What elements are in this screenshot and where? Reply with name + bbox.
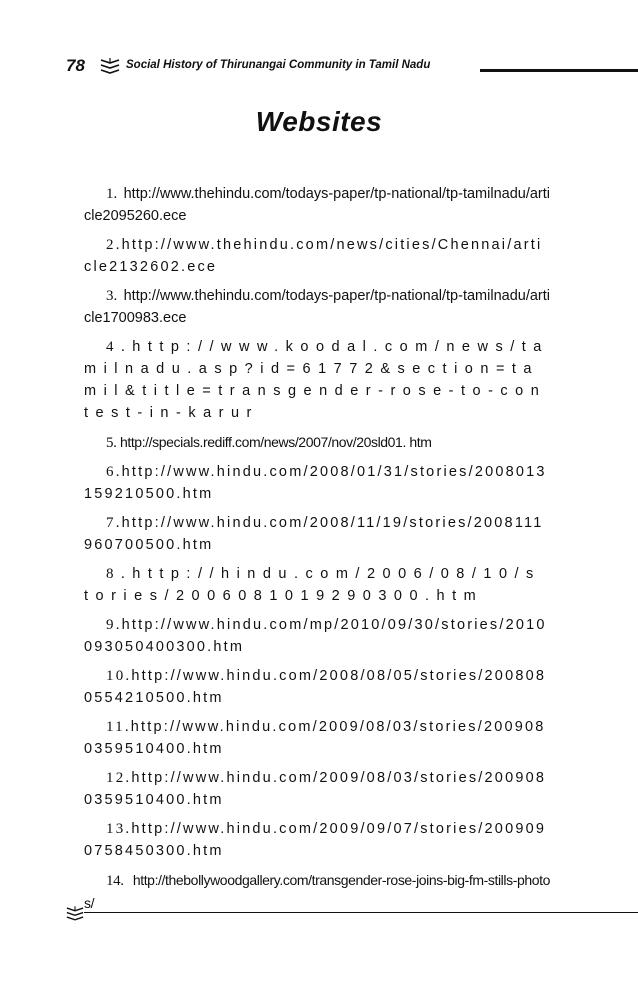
reference-url: http://hindu.com/2006/08/10/stories/2006081019290300.htm [84,566,541,604]
reference-item-5 [84,431,550,454]
reference-url: http://www.koodal.com/news/tamilnadu.asp?id=61772&section=tamil&title=transgender-rose-to-contest-in-karur [84,339,549,421]
reference-number: 5. [106,435,117,451]
running-header [66,56,638,80]
reference-url: http://thebollywoodgallery.com/transgender-rose-joins-big-fm-stills-photos/ [84,872,550,911]
reference-url: http://www.hindu.com/2009/08/03/stories/2009080359510400.htm [84,719,546,757]
running-title: Social History of Thirunangai Community in Tamil Nadu [126,59,431,71]
reference-item-8 [84,563,550,607]
reference-number: 14. [106,873,124,889]
header-rule [480,69,638,72]
reference-url: http://www.thehindu.com/todays-paper/tp-national/tp-tamilnadu/article1700983.ece [84,288,550,326]
reference-number: 8. [106,566,133,582]
reference-number: 11. [106,719,131,735]
reference-url: http://www.hindu.com/2008/01/31/stories/2008013159210500.htm [84,464,547,502]
reference-item-13 [84,818,550,862]
reference-number: 3. [106,288,118,304]
reference-url: http://www.thehindu.com/news/cities/Chennai/article2132602.ece [84,237,543,275]
footer-rule [84,912,638,913]
reference-item-10 [84,665,550,709]
reference-number: 9. [106,617,122,633]
reference-number: 4. [106,339,133,355]
page-number: 78 [66,56,85,75]
reference-url: http://www.hindu.com/2009/09/07/stories/2009090758450300.htm [84,821,547,859]
reference-number: 10. [106,668,132,684]
reference-number: 2. [106,237,122,253]
reference-item-1 [84,183,550,227]
reference-url: http://www.hindu.com/2009/08/03/stories/2009080359510400.htm [84,770,547,808]
reference-number: 6. [106,464,122,480]
reference-list [84,183,550,921]
reference-number: 7. [106,515,122,531]
reference-url: http://www.hindu.com/mp/2010/09/30/stories/2010093050400300.htm [84,617,547,655]
book-stack-icon [66,905,84,922]
book-stack-icon [100,57,120,75]
reference-item-12 [84,767,550,811]
reference-url: http://specials.rediff.com/news/2007/nov/20sld01. htm [116,434,432,450]
reference-item-3 [84,285,550,329]
reference-item-11 [84,716,550,760]
reference-url: http://www.hindu.com/2008/11/19/stories/2008111960700500.htm [84,515,544,553]
reference-number: 13. [106,821,132,837]
reference-number: 1. [106,186,118,202]
reference-item-6 [84,461,550,505]
reference-url: http://www.hindu.com/2008/08/05/stories/2008080554210500.htm [84,668,547,706]
reference-item-9 [84,614,550,658]
reference-item-14 [84,869,550,914]
reference-item-4 [84,336,550,424]
reference-item-2 [84,234,550,278]
reference-item-7 [84,512,550,556]
reference-number: 12. [106,770,132,786]
reference-url: http://www.thehindu.com/todays-paper/tp-national/tp-tamilnadu/article2095260.ece [84,186,550,224]
section-title: Websites [255,106,383,137]
